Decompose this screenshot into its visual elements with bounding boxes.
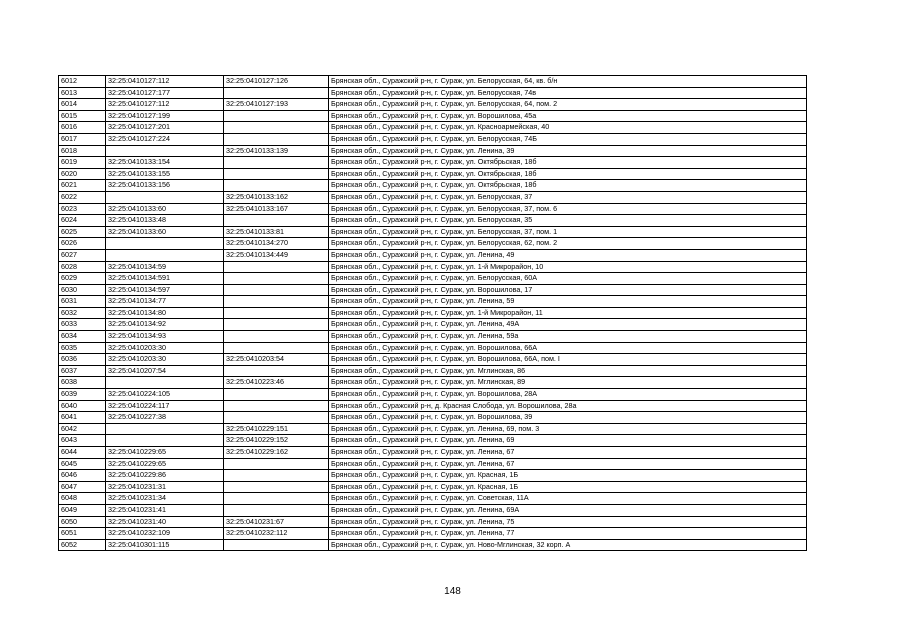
table-row <box>59 435 807 447</box>
object-cadastral-number-cell: 32:25:0410229:151 <box>224 423 329 435</box>
cadastral-number-cell: 32:25:0410231:41 <box>106 504 224 516</box>
object-cadastral-number-cell <box>224 122 329 134</box>
row-number-cell: 6035 <box>59 342 106 354</box>
object-cadastral-number-cell: 32:25:0410134:270 <box>224 238 329 250</box>
address-cell: Брянская обл., Суражский р-н, г. Сураж, ул. Мглинская, 86 <box>329 365 807 377</box>
row-number-cell: 6014 <box>59 99 106 111</box>
cadastral-number-cell: 32:25:0410224:117 <box>106 400 224 412</box>
object-cadastral-number-cell <box>224 110 329 122</box>
row-number-cell: 6016 <box>59 122 106 134</box>
row-number-cell: 6041 <box>59 412 106 424</box>
table-row <box>59 87 807 99</box>
cadastral-number-cell <box>106 377 224 389</box>
table-row <box>59 238 807 250</box>
address-cell: Брянская обл., Суражский р-н, г. Сураж, ул. Ленина, 59 <box>329 296 807 308</box>
object-cadastral-number-cell <box>224 215 329 227</box>
table-row <box>59 296 807 308</box>
cadastral-number-cell: 32:25:0410232:109 <box>106 528 224 540</box>
cadastral-number-cell: 32:25:0410227:38 <box>106 412 224 424</box>
object-cadastral-number-cell <box>224 331 329 343</box>
row-number-cell: 6023 <box>59 203 106 215</box>
cadastral-number-cell: 32:25:0410127:177 <box>106 87 224 99</box>
registry-table <box>58 75 807 551</box>
address-cell: Брянская обл., Суражский р-н, д. Красная Слобода, ул. Ворошилова, 28а <box>329 400 807 412</box>
address-cell: Брянская обл., Суражский р-н, г. Сураж, ул. Ворошилова, 45а <box>329 110 807 122</box>
object-cadastral-number-cell <box>224 157 329 169</box>
address-cell: Брянская обл., Суражский р-н, г. Сураж, ул. Красная, 1Б <box>329 481 807 493</box>
row-number-cell: 6020 <box>59 168 106 180</box>
object-cadastral-number-cell: 32:25:0410127:126 <box>224 76 329 88</box>
cadastral-number-cell: 32:25:0410133:48 <box>106 215 224 227</box>
table-row <box>59 226 807 238</box>
table-row <box>59 273 807 285</box>
address-cell: Брянская обл., Суражский р-н, г. Сураж, ул. Ленина, 69А <box>329 504 807 516</box>
cadastral-number-cell: 32:25:0410127:199 <box>106 110 224 122</box>
address-cell: Брянская обл., Суражский р-н, г. Сураж, ул. Ленина, 69, пом. 3 <box>329 423 807 435</box>
object-cadastral-number-cell: 32:25:0410229:152 <box>224 435 329 447</box>
object-cadastral-number-cell: 32:25:0410231:67 <box>224 516 329 528</box>
address-cell: Брянская обл., Суражский р-н, г. Сураж, ул. Белорусская, 64, пом. 2 <box>329 99 807 111</box>
cadastral-number-cell: 32:25:0410229:65 <box>106 447 224 459</box>
table-row <box>59 261 807 273</box>
cadastral-number-cell <box>106 238 224 250</box>
row-number-cell: 6050 <box>59 516 106 528</box>
row-number-cell: 6034 <box>59 331 106 343</box>
cadastral-number-cell <box>106 435 224 447</box>
cadastral-number-cell <box>106 249 224 261</box>
table-row <box>59 458 807 470</box>
address-cell: Брянская обл., Суражский р-н, г. Сураж, ул. Красноармейская, 40 <box>329 122 807 134</box>
object-cadastral-number-cell <box>224 284 329 296</box>
object-cadastral-number-cell <box>224 470 329 482</box>
row-number-cell: 6032 <box>59 307 106 319</box>
table-row <box>59 412 807 424</box>
cadastral-number-cell: 32:25:0410133:60 <box>106 203 224 215</box>
object-cadastral-number-cell <box>224 319 329 331</box>
object-cadastral-number-cell <box>224 296 329 308</box>
object-cadastral-number-cell <box>224 87 329 99</box>
object-cadastral-number-cell <box>224 539 329 551</box>
cadastral-number-cell <box>106 191 224 203</box>
table-row <box>59 423 807 435</box>
table-row <box>59 319 807 331</box>
object-cadastral-number-cell <box>224 481 329 493</box>
object-cadastral-number-cell: 32:25:0410229:162 <box>224 447 329 459</box>
table-row <box>59 203 807 215</box>
address-cell: Брянская обл., Суражский р-н, г. Сураж, ул. Ново-Мглинская, 32 корп. А <box>329 539 807 551</box>
row-number-cell: 6039 <box>59 389 106 401</box>
page-number: 148 <box>444 586 461 597</box>
address-cell: Брянская обл., Суражский р-н, г. Сураж, ул. Белорусская, 64, кв. б/н <box>329 76 807 88</box>
table-row <box>59 99 807 111</box>
table-row <box>59 215 807 227</box>
object-cadastral-number-cell <box>224 133 329 145</box>
table-row <box>59 516 807 528</box>
table-row <box>59 110 807 122</box>
object-cadastral-number-cell: 32:25:0410127:193 <box>224 99 329 111</box>
cadastral-number-cell: 32:25:0410134:92 <box>106 319 224 331</box>
object-cadastral-number-cell: 32:25:0410133:167 <box>224 203 329 215</box>
object-cadastral-number-cell <box>224 307 329 319</box>
row-number-cell: 6022 <box>59 191 106 203</box>
row-number-cell: 6025 <box>59 226 106 238</box>
address-cell: Брянская обл., Суражский р-н, г. Сураж, ул. Ворошилова, 39 <box>329 412 807 424</box>
table-row <box>59 133 807 145</box>
address-cell: Брянская обл., Суражский р-н, г. Сураж, ул. Октябрьская, 18б <box>329 168 807 180</box>
cadastral-number-cell: 32:25:0410134:77 <box>106 296 224 308</box>
table-row <box>59 528 807 540</box>
row-number-cell: 6028 <box>59 261 106 273</box>
row-number-cell: 6027 <box>59 249 106 261</box>
object-cadastral-number-cell <box>224 168 329 180</box>
address-cell: Брянская обл., Суражский р-н, г. Сураж, ул. Ленина, 77 <box>329 528 807 540</box>
row-number-cell: 6051 <box>59 528 106 540</box>
address-cell: Брянская обл., Суражский р-н, г. Сураж, ул. Белорусская, 62, пом. 2 <box>329 238 807 250</box>
table-row <box>59 249 807 261</box>
address-cell: Брянская обл., Суражский р-н, г. Сураж, ул. Ворошилова, 17 <box>329 284 807 296</box>
table-row <box>59 191 807 203</box>
table-row <box>59 400 807 412</box>
row-number-cell: 6013 <box>59 87 106 99</box>
object-cadastral-number-cell <box>224 180 329 192</box>
cadastral-number-cell: 32:25:0410127:112 <box>106 76 224 88</box>
address-cell: Брянская обл., Суражский р-н, г. Сураж, ул. Красная, 1Б <box>329 470 807 482</box>
object-cadastral-number-cell <box>224 493 329 505</box>
table-row <box>59 389 807 401</box>
cadastral-number-cell: 32:25:0410134:80 <box>106 307 224 319</box>
table-row <box>59 157 807 169</box>
table-row <box>59 331 807 343</box>
address-cell: Брянская обл., Суражский р-н, г. Сураж, ул. 1-й Микрорайон, 11 <box>329 307 807 319</box>
address-cell: Брянская обл., Суражский р-н, г. Сураж, ул. 1-й Микрорайон, 10 <box>329 261 807 273</box>
cadastral-number-cell: 32:25:0410207:54 <box>106 365 224 377</box>
address-cell: Брянская обл., Суражский р-н, г. Сураж, ул. Белорусская, 35 <box>329 215 807 227</box>
address-cell: Брянская обл., Суражский р-н, г. Сураж, ул. Ленина, 39 <box>329 145 807 157</box>
table-row <box>59 504 807 516</box>
cadastral-number-cell: 32:25:0410224:105 <box>106 389 224 401</box>
row-number-cell: 6030 <box>59 284 106 296</box>
cadastral-number-cell: 32:25:0410134:591 <box>106 273 224 285</box>
table-row <box>59 307 807 319</box>
cadastral-number-cell: 32:25:0410134:597 <box>106 284 224 296</box>
address-cell: Брянская обл., Суражский р-н, г. Сураж, ул. Ленина, 59а <box>329 331 807 343</box>
object-cadastral-number-cell: 32:25:0410223:46 <box>224 377 329 389</box>
row-number-cell: 6037 <box>59 365 106 377</box>
table-row <box>59 493 807 505</box>
table-row <box>59 342 807 354</box>
table-row <box>59 481 807 493</box>
cadastral-number-cell: 32:25:0410134:93 <box>106 331 224 343</box>
row-number-cell: 6018 <box>59 145 106 157</box>
row-number-cell: 6048 <box>59 493 106 505</box>
address-cell: Брянская обл., Суражский р-н, г. Сураж, ул. Белорусская, 37, пом. 1 <box>329 226 807 238</box>
object-cadastral-number-cell <box>224 273 329 285</box>
object-cadastral-number-cell: 32:25:0410203:54 <box>224 354 329 366</box>
table-row <box>59 354 807 366</box>
object-cadastral-number-cell <box>224 342 329 354</box>
object-cadastral-number-cell <box>224 504 329 516</box>
table-row <box>59 377 807 389</box>
row-number-cell: 6052 <box>59 539 106 551</box>
cadastral-number-cell: 32:25:0410133:155 <box>106 168 224 180</box>
address-cell: Брянская обл., Суражский р-н, г. Сураж, ул. Ленина, 75 <box>329 516 807 528</box>
object-cadastral-number-cell <box>224 412 329 424</box>
row-number-cell: 6021 <box>59 180 106 192</box>
address-cell: Брянская обл., Суражский р-н, г. Сураж, ул. Октябрьская, 18б <box>329 180 807 192</box>
cadastral-number-cell: 32:25:0410229:65 <box>106 458 224 470</box>
row-number-cell: 6012 <box>59 76 106 88</box>
address-cell: Брянская обл., Суражский р-н, г. Сураж, ул. Белорусская, 74в <box>329 87 807 99</box>
table-row <box>59 76 807 88</box>
address-cell: Брянская обл., Суражский р-н, г. Сураж, ул. Ворошилова, 66А <box>329 342 807 354</box>
object-cadastral-number-cell: 32:25:0410232:112 <box>224 528 329 540</box>
table-row <box>59 168 807 180</box>
row-number-cell: 6040 <box>59 400 106 412</box>
row-number-cell: 6049 <box>59 504 106 516</box>
object-cadastral-number-cell: 32:25:0410133:81 <box>224 226 329 238</box>
table-row <box>59 284 807 296</box>
cadastral-number-cell <box>106 145 224 157</box>
row-number-cell: 6026 <box>59 238 106 250</box>
address-cell: Брянская обл., Суражский р-н, г. Сураж, ул. Ворошилова, 28А <box>329 389 807 401</box>
cadastral-number-cell: 32:25:0410134:59 <box>106 261 224 273</box>
address-cell: Брянская обл., Суражский р-н, г. Сураж, ул. Ленина, 49 <box>329 249 807 261</box>
row-number-cell: 6033 <box>59 319 106 331</box>
table-row <box>59 539 807 551</box>
table-row <box>59 145 807 157</box>
address-cell: Брянская обл., Суражский р-н, г. Сураж, ул. Октябрьская, 18б <box>329 157 807 169</box>
table-row <box>59 470 807 482</box>
row-number-cell: 6031 <box>59 296 106 308</box>
row-number-cell: 6036 <box>59 354 106 366</box>
row-number-cell: 6044 <box>59 447 106 459</box>
row-number-cell: 6024 <box>59 215 106 227</box>
row-number-cell: 6043 <box>59 435 106 447</box>
cadastral-number-cell: 32:25:0410127:112 <box>106 99 224 111</box>
cadastral-number-cell <box>106 423 224 435</box>
address-cell: Брянская обл., Суражский р-н, г. Сураж, ул. Белорусская, 37, пом. 6 <box>329 203 807 215</box>
cadastral-number-cell: 32:25:0410231:34 <box>106 493 224 505</box>
row-number-cell: 6029 <box>59 273 106 285</box>
cadastral-number-cell: 32:25:0410133:60 <box>106 226 224 238</box>
row-number-cell: 6045 <box>59 458 106 470</box>
address-cell: Брянская обл., Суражский р-н, г. Сураж, ул. Мглинская, 89 <box>329 377 807 389</box>
address-cell: Брянская обл., Суражский р-н, г. Сураж, ул. Ворошилова, 66А, пом. I <box>329 354 807 366</box>
cadastral-number-cell: 32:25:0410127:201 <box>106 122 224 134</box>
cadastral-number-cell: 32:25:0410231:31 <box>106 481 224 493</box>
cadastral-number-cell: 32:25:0410133:154 <box>106 157 224 169</box>
address-cell: Брянская обл., Суражский р-н, г. Сураж, ул. Белорусская, 74Б <box>329 133 807 145</box>
row-number-cell: 6047 <box>59 481 106 493</box>
row-number-cell: 6017 <box>59 133 106 145</box>
table-row <box>59 180 807 192</box>
row-number-cell: 6038 <box>59 377 106 389</box>
row-number-cell: 6042 <box>59 423 106 435</box>
address-cell: Брянская обл., Суражский р-н, г. Сураж, ул. Белорусская, 37 <box>329 191 807 203</box>
object-cadastral-number-cell: 32:25:0410133:139 <box>224 145 329 157</box>
cadastral-number-cell: 32:25:0410127:224 <box>106 133 224 145</box>
object-cadastral-number-cell: 32:25:0410134:449 <box>224 249 329 261</box>
table-row <box>59 365 807 377</box>
cadastral-number-cell: 32:25:0410301:115 <box>106 539 224 551</box>
row-number-cell: 6015 <box>59 110 106 122</box>
object-cadastral-number-cell <box>224 400 329 412</box>
row-number-cell: 6019 <box>59 157 106 169</box>
object-cadastral-number-cell <box>224 261 329 273</box>
row-number-cell: 6046 <box>59 470 106 482</box>
address-cell: Брянская обл., Суражский р-н, г. Сураж, ул. Ленина, 67 <box>329 447 807 459</box>
object-cadastral-number-cell: 32:25:0410133:162 <box>224 191 329 203</box>
cadastral-number-cell: 32:25:0410229:86 <box>106 470 224 482</box>
object-cadastral-number-cell <box>224 389 329 401</box>
table-row <box>59 122 807 134</box>
object-cadastral-number-cell <box>224 458 329 470</box>
cadastral-number-cell: 32:25:0410203:30 <box>106 354 224 366</box>
address-cell: Брянская обл., Суражский р-н, г. Сураж, ул. Ленина, 69 <box>329 435 807 447</box>
registry-table-body <box>59 76 807 551</box>
address-cell: Брянская обл., Суражский р-н, г. Сураж, ул. Ленина, 67 <box>329 458 807 470</box>
cadastral-number-cell: 32:25:0410133:156 <box>106 180 224 192</box>
address-cell: Брянская обл., Суражский р-н, г. Сураж, ул. Ленина, 49А <box>329 319 807 331</box>
cadastral-number-cell: 32:25:0410203:30 <box>106 342 224 354</box>
object-cadastral-number-cell <box>224 365 329 377</box>
address-cell: Брянская обл., Суражский р-н, г. Сураж, ул. Белорусская, 60А <box>329 273 807 285</box>
cadastral-number-cell: 32:25:0410231:40 <box>106 516 224 528</box>
address-cell: Брянская обл., Суражский р-н, г. Сураж, ул. Советская, 11А <box>329 493 807 505</box>
table-row <box>59 447 807 459</box>
